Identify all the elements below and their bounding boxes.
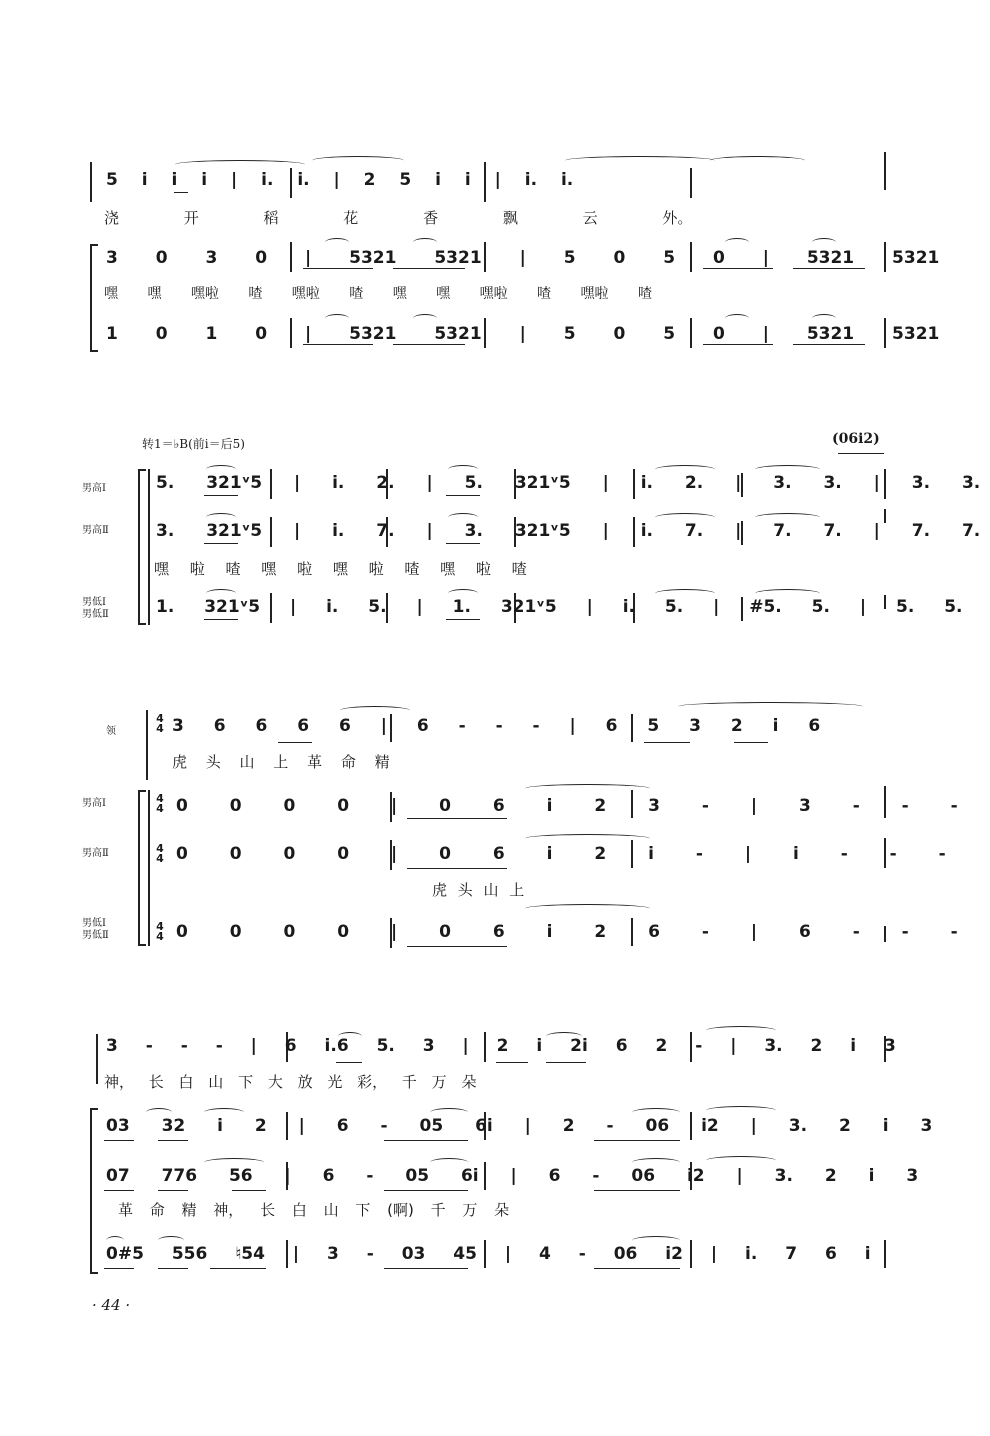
part-label-bass1: 男低Ⅰ	[82, 918, 106, 929]
part-label-tenor1: 男高Ⅰ	[82, 483, 106, 494]
notes-row: 5 i i i | i. i. | 2 5 i i | i. i.	[106, 170, 574, 190]
slur	[525, 834, 650, 843]
slur	[340, 706, 410, 715]
key-change: 转1＝♭B(前i＝后5)	[142, 437, 245, 451]
slur	[710, 156, 805, 165]
system-1	[0, 150, 990, 370]
slur	[175, 160, 305, 169]
lyrics-row: 神， 长 白 山 下 大 放 光 彩， 千 万 朵	[104, 1073, 477, 1091]
notes-row: 0 0 0 0 | 0 6 i 2 6 - | 6 - - -	[176, 922, 958, 942]
lyrics-row: 革 命 精 神， 长 白 山 下 (啊) 千 万 朵	[118, 1201, 510, 1219]
part-label-tenor2: 男高Ⅱ	[82, 848, 109, 859]
page-number: · 44 ·	[92, 1296, 131, 1314]
system-4	[0, 1020, 990, 1280]
notes-row: 3 - - - | 6 i.6 5. 3 | 2 i 2i 6 2 - | 3. 2 i 3	[106, 1036, 896, 1056]
part-label-bass2: 男低Ⅱ	[82, 609, 109, 620]
beam	[838, 453, 884, 454]
lyrics-row: 嘿 嘿 嘿啦 喳 嘿啦 喳 嘿 嘿 嘿啦 喳 嘿啦 喳	[104, 286, 652, 302]
system-2	[0, 425, 990, 635]
slur	[706, 1026, 776, 1035]
lyrics-row: 虎 头 山 上 革 命 精	[172, 753, 390, 771]
slur	[678, 702, 863, 711]
slur	[706, 1106, 776, 1115]
lyrics-row: 虎 头 山 上	[432, 881, 525, 899]
notes-row: 0#5 556 ♮54 | 3 - 03 45 | 4 - 06 i2 | i. 7 6 i	[106, 1244, 871, 1264]
notes-row: 3 6 6 6 6 | 6 - - - | 6 5 3 2 i 6	[172, 716, 821, 736]
time-signature: 4 4	[156, 920, 164, 943]
part-label-bass1: 男低Ⅰ	[82, 597, 106, 608]
slur	[565, 156, 715, 165]
part-label-bass2: 男低Ⅱ	[82, 930, 109, 941]
notes-row: 1 0 1 0 | 5321 5321 | 5 0 5 0 | 5321 5321	[106, 324, 940, 344]
notes-row: 1. 321ᵛ5 | i. 5. | 1. 321ᵛ5 | i. 5. | #5. 5. | 5. 5.	[156, 597, 963, 617]
notes-row: 3. 321ᵛ5 | i. 7. | 3. 321ᵛ5 | i. 7. | 7. 7. | 7. 7.	[156, 521, 981, 541]
slur	[312, 156, 404, 165]
lyrics-row: 浇 开 稻 花 香 飘 云 外。	[104, 209, 693, 227]
part-label-tenor2: 男高Ⅱ	[82, 525, 109, 536]
notes-row: 3 0 3 0 | 5321 5321 | 5 0 5 0 | 5321 5321	[106, 248, 940, 268]
lyrics-row: 嘿 啦 喳 嘿 啦 嘿 啦 喳 嘿 啦 喳	[154, 560, 527, 578]
notes-row: 5. 321ᵛ5 | i. 2. | 5. 321ᵛ5 | i. 2. | 3. 3. | 3. 3.	[156, 473, 981, 493]
notes-row: 0 0 0 0 | 0 6 i 2 3 - | 3 - - -	[176, 796, 958, 816]
notes-row: 03 32 i 2 | 6 - 05 6i | 2 - 06 i2 | 3. 2 i 3	[106, 1116, 933, 1136]
notes-row: 07 776 56 | 6 - 05 6i | 6 - 06 i2 | 3. 2 i 3	[106, 1166, 919, 1186]
intro-motif: (06i2)	[832, 431, 880, 447]
notes-row: 0 0 0 0 | 0 6 i 2 i - | i - - -	[176, 844, 946, 864]
system-3	[0, 700, 990, 955]
slur	[706, 1156, 776, 1165]
time-signature: 4 4	[156, 712, 164, 735]
time-signature: 4 4	[156, 792, 164, 815]
part-label-lead: 领	[106, 726, 116, 737]
time-signature: 4 4	[156, 842, 164, 865]
part-label-tenor1: 男高Ⅰ	[82, 798, 106, 809]
